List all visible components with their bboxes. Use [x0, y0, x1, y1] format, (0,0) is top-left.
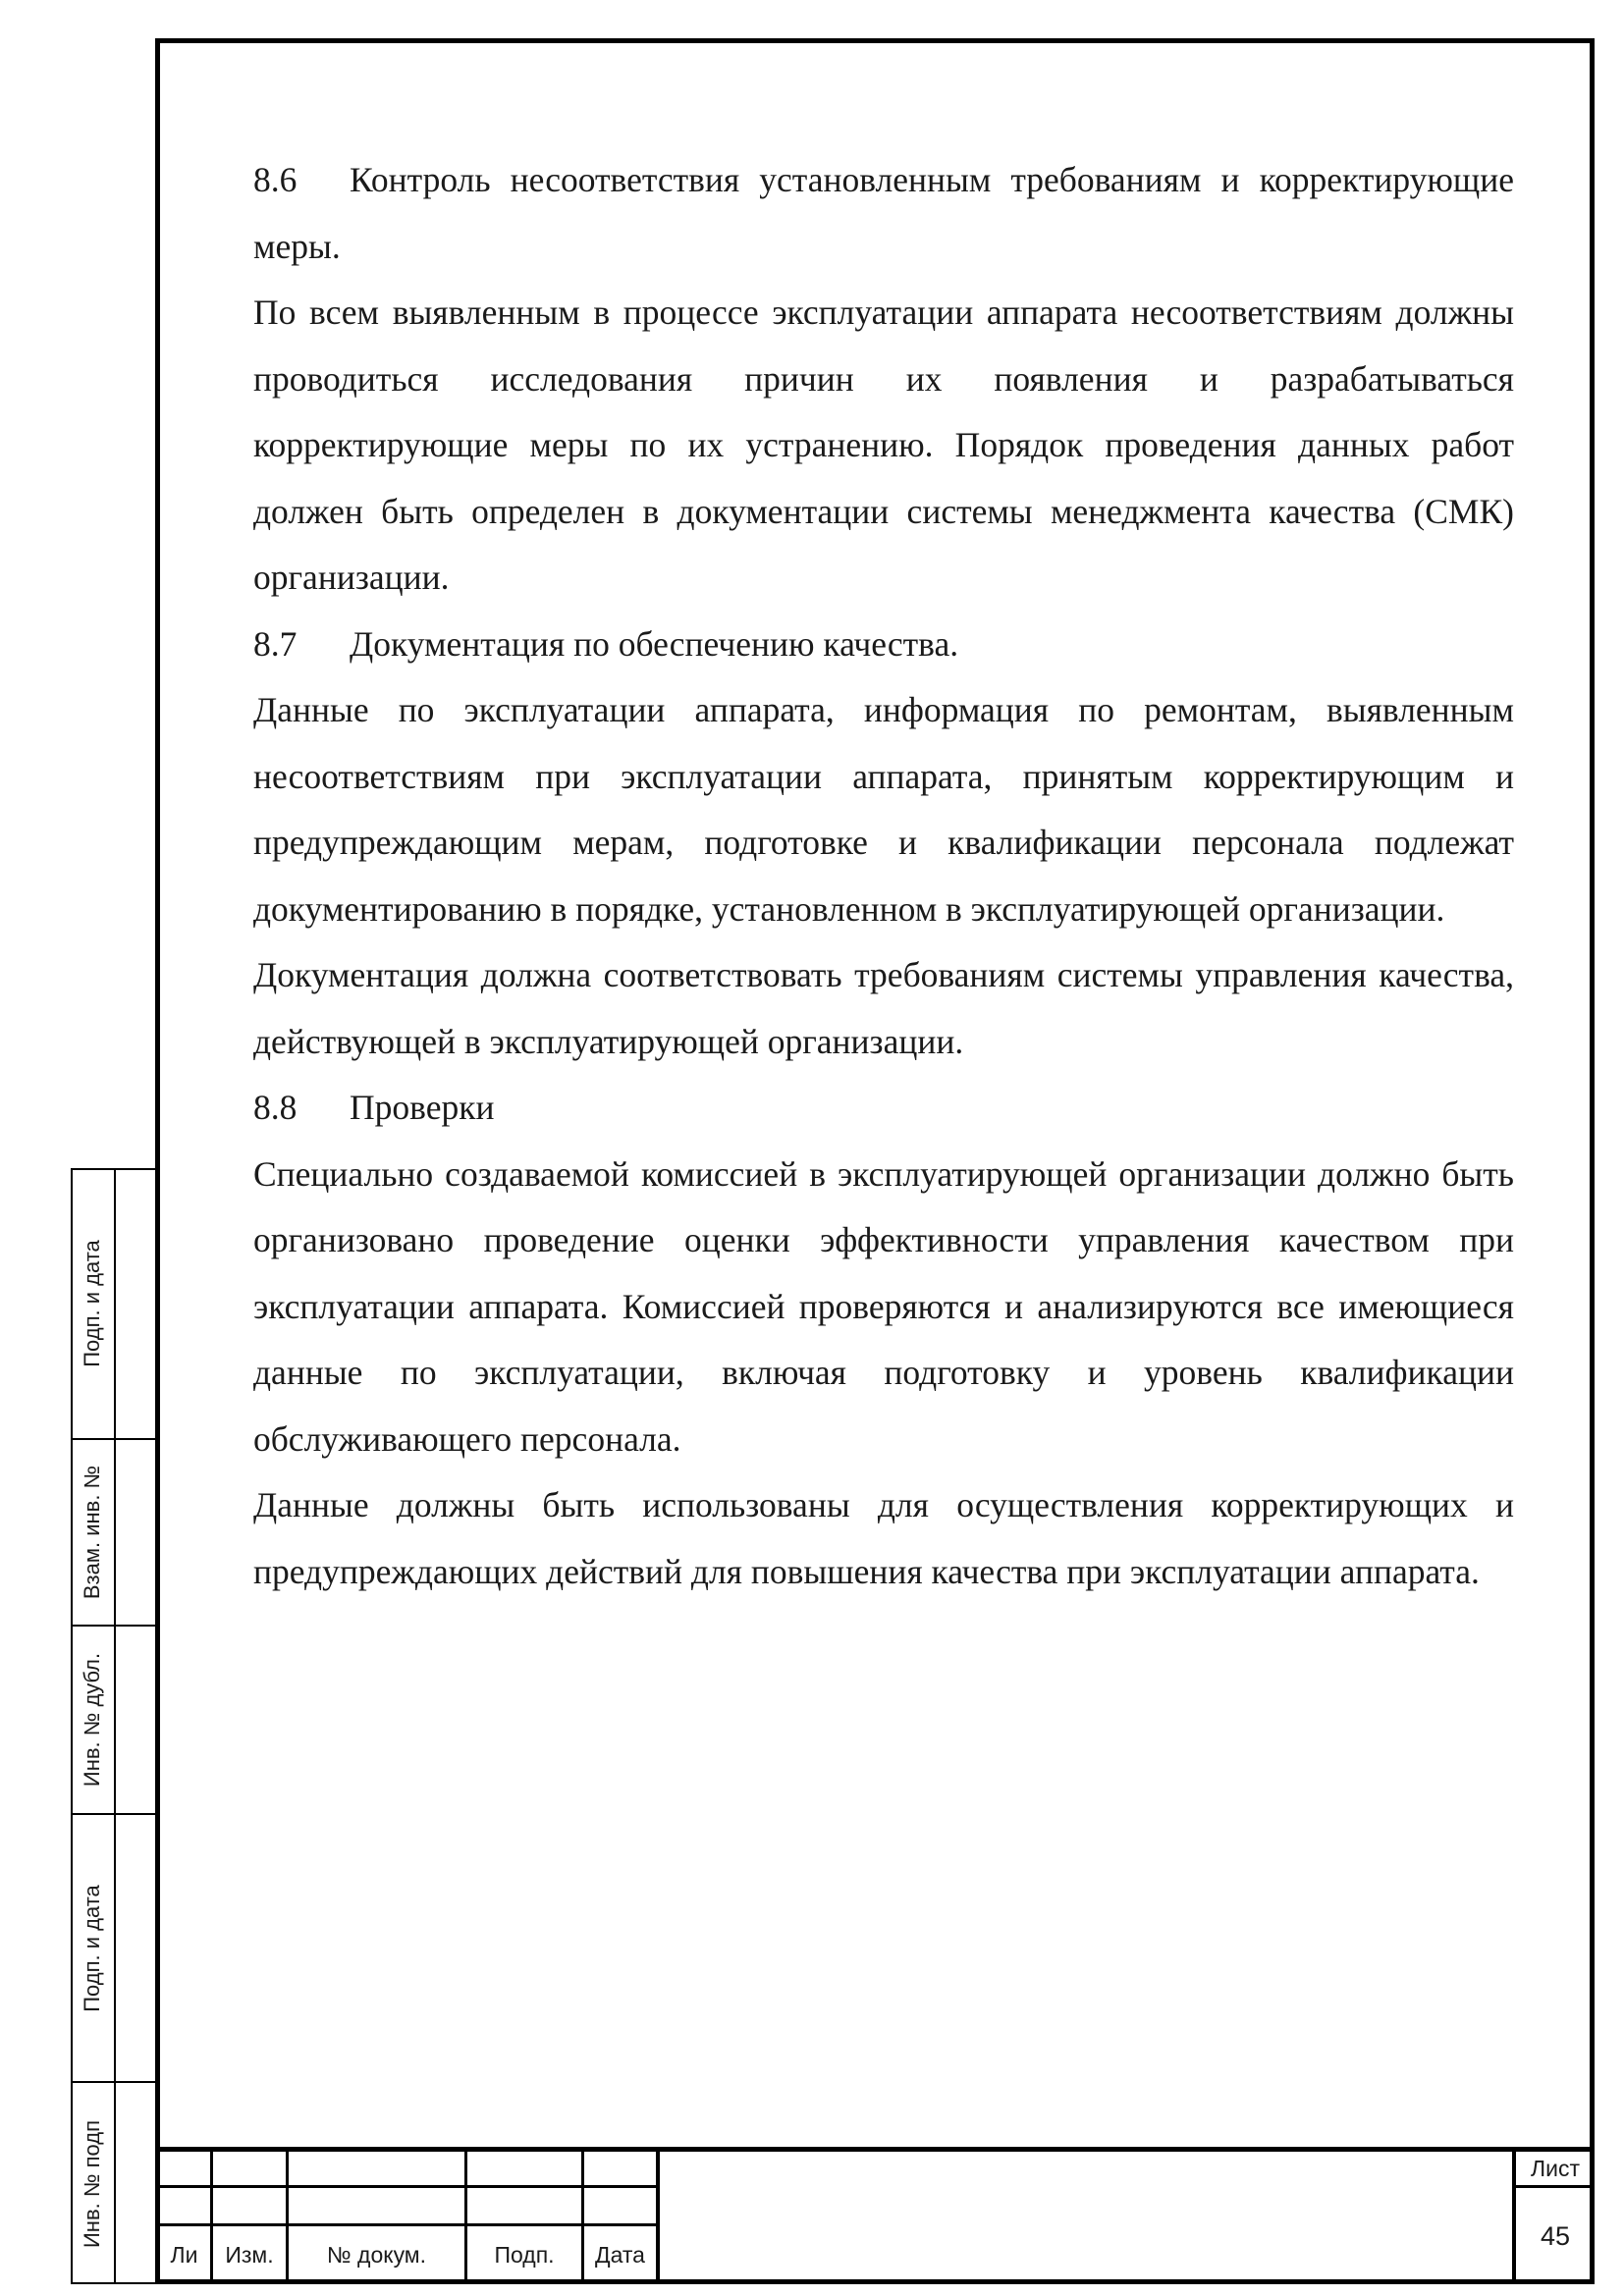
label-izm: Изм.: [225, 2242, 274, 2268]
section-number: 8.6: [253, 160, 298, 199]
section-heading-8-6: [253, 147, 1514, 280]
label-dokum: № докум.: [326, 2242, 427, 2268]
section-heading-8-7: [253, 612, 1514, 678]
title-block-col-line: [656, 2147, 660, 2284]
section-number: 8.8: [253, 1088, 298, 1127]
stamp-inv-podl: Инв. № подп: [80, 2119, 105, 2248]
paragraph: Данные по эксплуатации аппарата, информация по ремонтам, выявленным несоответствиям при эксплуатации аппарата, принятым корректирующим и предупреждающим мерам, подготовке и квалификации персонала подлежат документированию в порядке, установленном в эксплуатирующей организации.: [253, 690, 1514, 929]
section-number: 8.7: [253, 623, 298, 664]
label-data: Дата: [595, 2242, 645, 2268]
paragraph: По всем выявленным в процессе эксплуатации аппарата несоответствиям должны проводиться исследования причин их появления и разрабатываться корректирующие меры по их устранению. Порядок проведения данных работ должен быть определен в документации системы менеджмента качества (СМК) организации.: [253, 293, 1514, 597]
label-list: Лист: [1531, 2156, 1580, 2181]
document-body: [253, 147, 1514, 1605]
page-number: 45: [1540, 2221, 1571, 2251]
stamp-inv-dubl: Инв. № дубл.: [80, 1652, 105, 1788]
section-heading-8-8: [253, 1075, 1514, 1142]
section-title: Контроль несоответствия установленным требованиям и корректирующие меры.: [253, 160, 1514, 266]
label-li: Ли: [170, 2242, 198, 2268]
label-podp: Подп.: [494, 2242, 555, 2268]
title-block-top-line: [155, 2147, 1595, 2152]
section-title: Документация по обеспечению качества.: [350, 623, 959, 664]
side-stamp-divider: [114, 1168, 116, 2284]
section-title: Проверки: [350, 1088, 495, 1127]
stamp-podp-data-top: Подп. и дата: [80, 1239, 104, 1367]
paragraph: Данные должны быть использованы для осуществления корректирующих и предупреждающих действий для повышения качества при эксплуатации аппарата.: [253, 1485, 1514, 1591]
paragraph: Специально создаваемой комиссией в эксплуатирующей организации должно быть организовано проведение оценки эффективности управления качеством при эксплуатации аппарата. Комиссией проверяются и анализируются все имеющиеся данные по эксплуатации, включая подготовку и уровень квалификации обслуживающего персонала.: [253, 1153, 1514, 1459]
paragraph: Документация должна соответствовать требованиям системы управления качества, действующей в эксплуатирующей организации.: [253, 955, 1514, 1061]
stamp-vzam-inv: Взам. инв. №: [80, 1465, 105, 1600]
stamp-podp-data-bottom: Подп. и дата: [80, 1884, 104, 2012]
